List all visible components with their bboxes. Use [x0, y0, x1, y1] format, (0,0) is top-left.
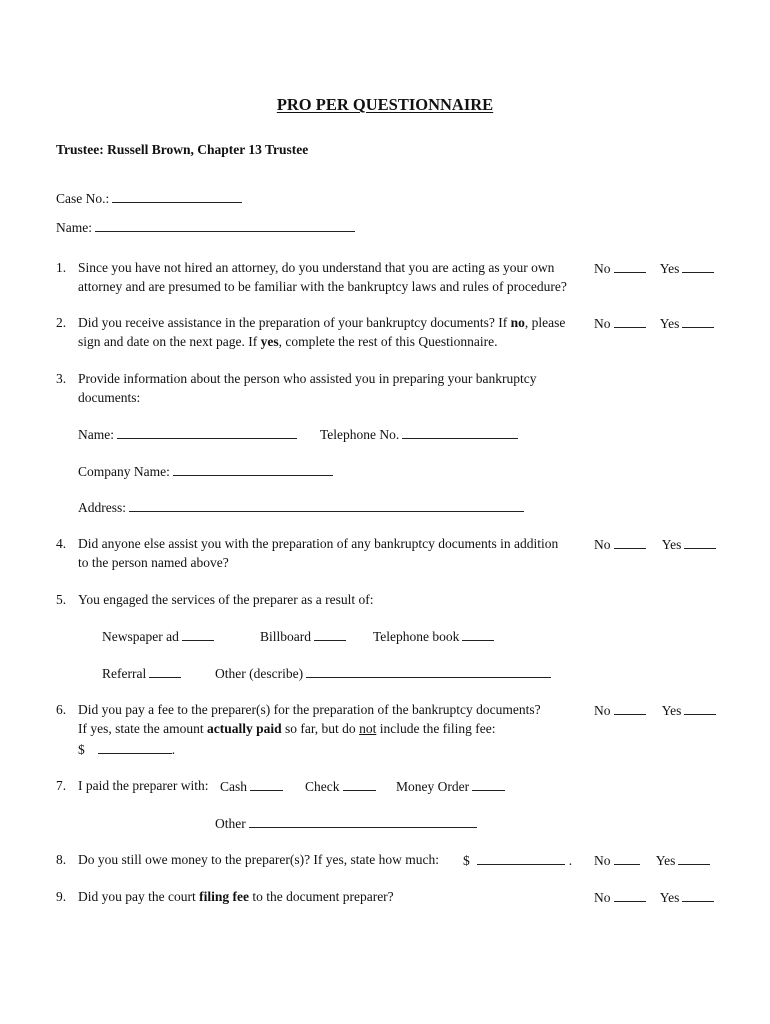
emphasis-not: not — [359, 721, 377, 736]
question-6-line-2 — [78, 721, 496, 737]
question-number: 2. — [56, 315, 67, 330]
preparer-name-field — [78, 426, 297, 443]
q8-answer — [594, 852, 710, 869]
preparer-name-input[interactable] — [117, 426, 297, 439]
trustee-heading: Trustee: Russell Brown, Chapter 13 Trustee — [56, 142, 309, 157]
case-no-input[interactable] — [112, 190, 242, 203]
no-label: No — [594, 853, 611, 868]
other-describe-label: Other (describe) — [215, 666, 304, 681]
dollar-sign: $ — [463, 853, 470, 868]
question-1-line-2: attorney and are presumed to be familiar with the bankruptcy laws and rules of procedure? — [78, 279, 567, 294]
q4-answer — [594, 536, 716, 553]
question-text: Since you have not hired an attorney, do you understand that you are acting as your own — [78, 260, 555, 275]
q1-no-blank[interactable] — [614, 260, 646, 273]
other-payment-input[interactable] — [249, 815, 477, 828]
yes-label: Yes — [661, 703, 682, 718]
question-text: If yes, state the amount — [78, 721, 207, 736]
preparer-telephone-label: Telephone No. — [320, 427, 400, 442]
q6-no-blank[interactable] — [614, 702, 646, 715]
newspaper-ad-blank[interactable] — [182, 628, 214, 641]
q1-yes-blank[interactable] — [682, 260, 714, 273]
question-number: 7. — [56, 778, 67, 793]
money-order-option — [396, 778, 505, 795]
cash-option — [220, 778, 283, 795]
q4-yes-blank[interactable] — [684, 536, 716, 549]
no-label: No — [594, 261, 611, 276]
question-6 — [56, 702, 541, 718]
question-text: Did you pay a fee to the preparer(s) for the preparation of the bankruptcy documents? — [78, 702, 541, 717]
question-text: Did anyone else assist you with the preparation of any bankruptcy documents in addition — [78, 536, 559, 551]
q9-answer — [594, 889, 714, 906]
check-label: Check — [305, 779, 340, 794]
question-text-mid: so far, but do — [281, 721, 360, 736]
q6-answer — [594, 702, 716, 719]
question-number: 4. — [56, 536, 67, 551]
billboard-blank[interactable] — [314, 628, 346, 641]
question-9 — [56, 889, 394, 905]
question-number: 8. — [56, 852, 67, 867]
q6-yes-blank[interactable] — [684, 702, 716, 715]
other-describe-option — [215, 665, 551, 682]
no-label: No — [594, 537, 611, 552]
question-number: 1. — [56, 260, 67, 275]
name-label: Name: — [56, 220, 92, 235]
company-name-label: Company Name: — [78, 464, 170, 479]
question-text: Did you pay the court — [78, 889, 200, 904]
address-label: Address: — [78, 500, 126, 515]
dollar-sign: $ — [78, 742, 85, 757]
emphasis-yes: yes — [260, 334, 279, 349]
question-text-end: , please — [524, 315, 566, 330]
preparer-telephone-field — [320, 426, 518, 443]
preparer-telephone-input[interactable] — [402, 426, 518, 439]
newspaper-ad-label: Newspaper ad — [102, 629, 179, 644]
question-text-end: include the filing fee: — [376, 721, 496, 736]
question-1 — [56, 260, 554, 276]
case-no-label: Case No.: — [56, 191, 110, 206]
billboard-option — [260, 628, 346, 645]
question-text-end: to the document preparer? — [248, 889, 394, 904]
question-text: Do you still owe money to the preparer(s)? If yes, state how much: — [78, 852, 440, 867]
question-number: 5. — [56, 592, 67, 607]
question-7 — [56, 778, 208, 794]
question-text-end: , complete the rest of this Questionnaire. — [278, 334, 498, 349]
other-payment-label: Other — [215, 816, 246, 831]
name-field — [56, 219, 355, 236]
question-8 — [56, 852, 439, 868]
other-describe-input[interactable] — [306, 665, 551, 678]
emphasis-filing-fee: filing fee — [199, 889, 249, 904]
case-no-field — [56, 190, 242, 207]
no-label: No — [594, 890, 611, 905]
q2-answer — [594, 315, 714, 332]
no-label: No — [594, 703, 611, 718]
telephone-book-blank[interactable] — [462, 628, 494, 641]
period: . — [171, 742, 176, 757]
emphasis-actually-paid: actually paid — [206, 721, 282, 736]
yes-label: Yes — [659, 890, 680, 905]
telephone-book-label: Telephone book — [373, 629, 460, 644]
yes-label: Yes — [659, 261, 680, 276]
q4-no-blank[interactable] — [614, 536, 646, 549]
question-number: 6. — [56, 702, 67, 717]
company-name-field — [78, 463, 333, 480]
money-order-blank[interactable] — [472, 778, 505, 791]
question-3-line-2: documents: — [78, 390, 141, 405]
preparer-name-label: Name: — [78, 427, 114, 442]
q2-yes-blank[interactable] — [682, 315, 714, 328]
question-number: 9. — [56, 889, 67, 904]
question-3 — [56, 371, 537, 387]
owed-amount-field — [463, 852, 572, 869]
q2-no-blank[interactable] — [614, 315, 646, 328]
q1-answer — [594, 260, 714, 277]
check-blank[interactable] — [343, 778, 376, 791]
period: . — [568, 853, 573, 868]
fee-amount-field — [78, 741, 175, 758]
q8-yes-blank[interactable] — [678, 852, 710, 865]
question-text: I paid the preparer with: — [78, 778, 209, 793]
check-option — [305, 778, 376, 795]
question-5 — [56, 592, 374, 608]
cash-label: Cash — [220, 779, 247, 794]
yes-label: Yes — [661, 537, 682, 552]
telephone-book-option — [373, 628, 494, 645]
company-name-input[interactable] — [173, 463, 333, 476]
q9-yes-blank[interactable] — [682, 889, 714, 902]
money-order-label: Money Order — [396, 779, 470, 794]
page-title: PRO PER QUESTIONNAIRE — [276, 95, 494, 114]
newspaper-ad-option — [102, 628, 214, 645]
question-text: sign and date on the next page. If — [78, 334, 261, 349]
referral-blank[interactable] — [149, 665, 181, 678]
question-text: You engaged the services of the preparer as a result of: — [78, 592, 374, 607]
address-field — [78, 499, 524, 516]
other-payment-option — [215, 815, 477, 832]
question-text: Provide information about the person who assisted you in preparing your bankruptcy — [78, 371, 537, 386]
question-2-line-2 — [78, 334, 498, 350]
question-text: Did you receive assistance in the preparation of your bankruptcy documents? If — [78, 315, 511, 330]
question-4-line-2: to the person named above? — [78, 555, 229, 570]
billboard-label: Billboard — [260, 629, 311, 644]
question-2 — [56, 315, 565, 331]
emphasis-no: no — [510, 315, 525, 330]
q9-no-blank[interactable] — [614, 889, 646, 902]
fee-amount-input[interactable] — [98, 741, 172, 754]
address-input[interactable] — [129, 499, 524, 512]
q8-no-blank[interactable] — [614, 852, 640, 865]
yes-label: Yes — [659, 316, 680, 331]
referral-label: Referral — [102, 666, 147, 681]
owed-amount-input[interactable] — [477, 852, 565, 865]
question-4 — [56, 536, 558, 552]
no-label: No — [594, 316, 611, 331]
cash-blank[interactable] — [250, 778, 283, 791]
question-number: 3. — [56, 371, 67, 386]
name-input[interactable] — [95, 219, 355, 232]
referral-option — [102, 665, 181, 682]
yes-label: Yes — [655, 853, 676, 868]
